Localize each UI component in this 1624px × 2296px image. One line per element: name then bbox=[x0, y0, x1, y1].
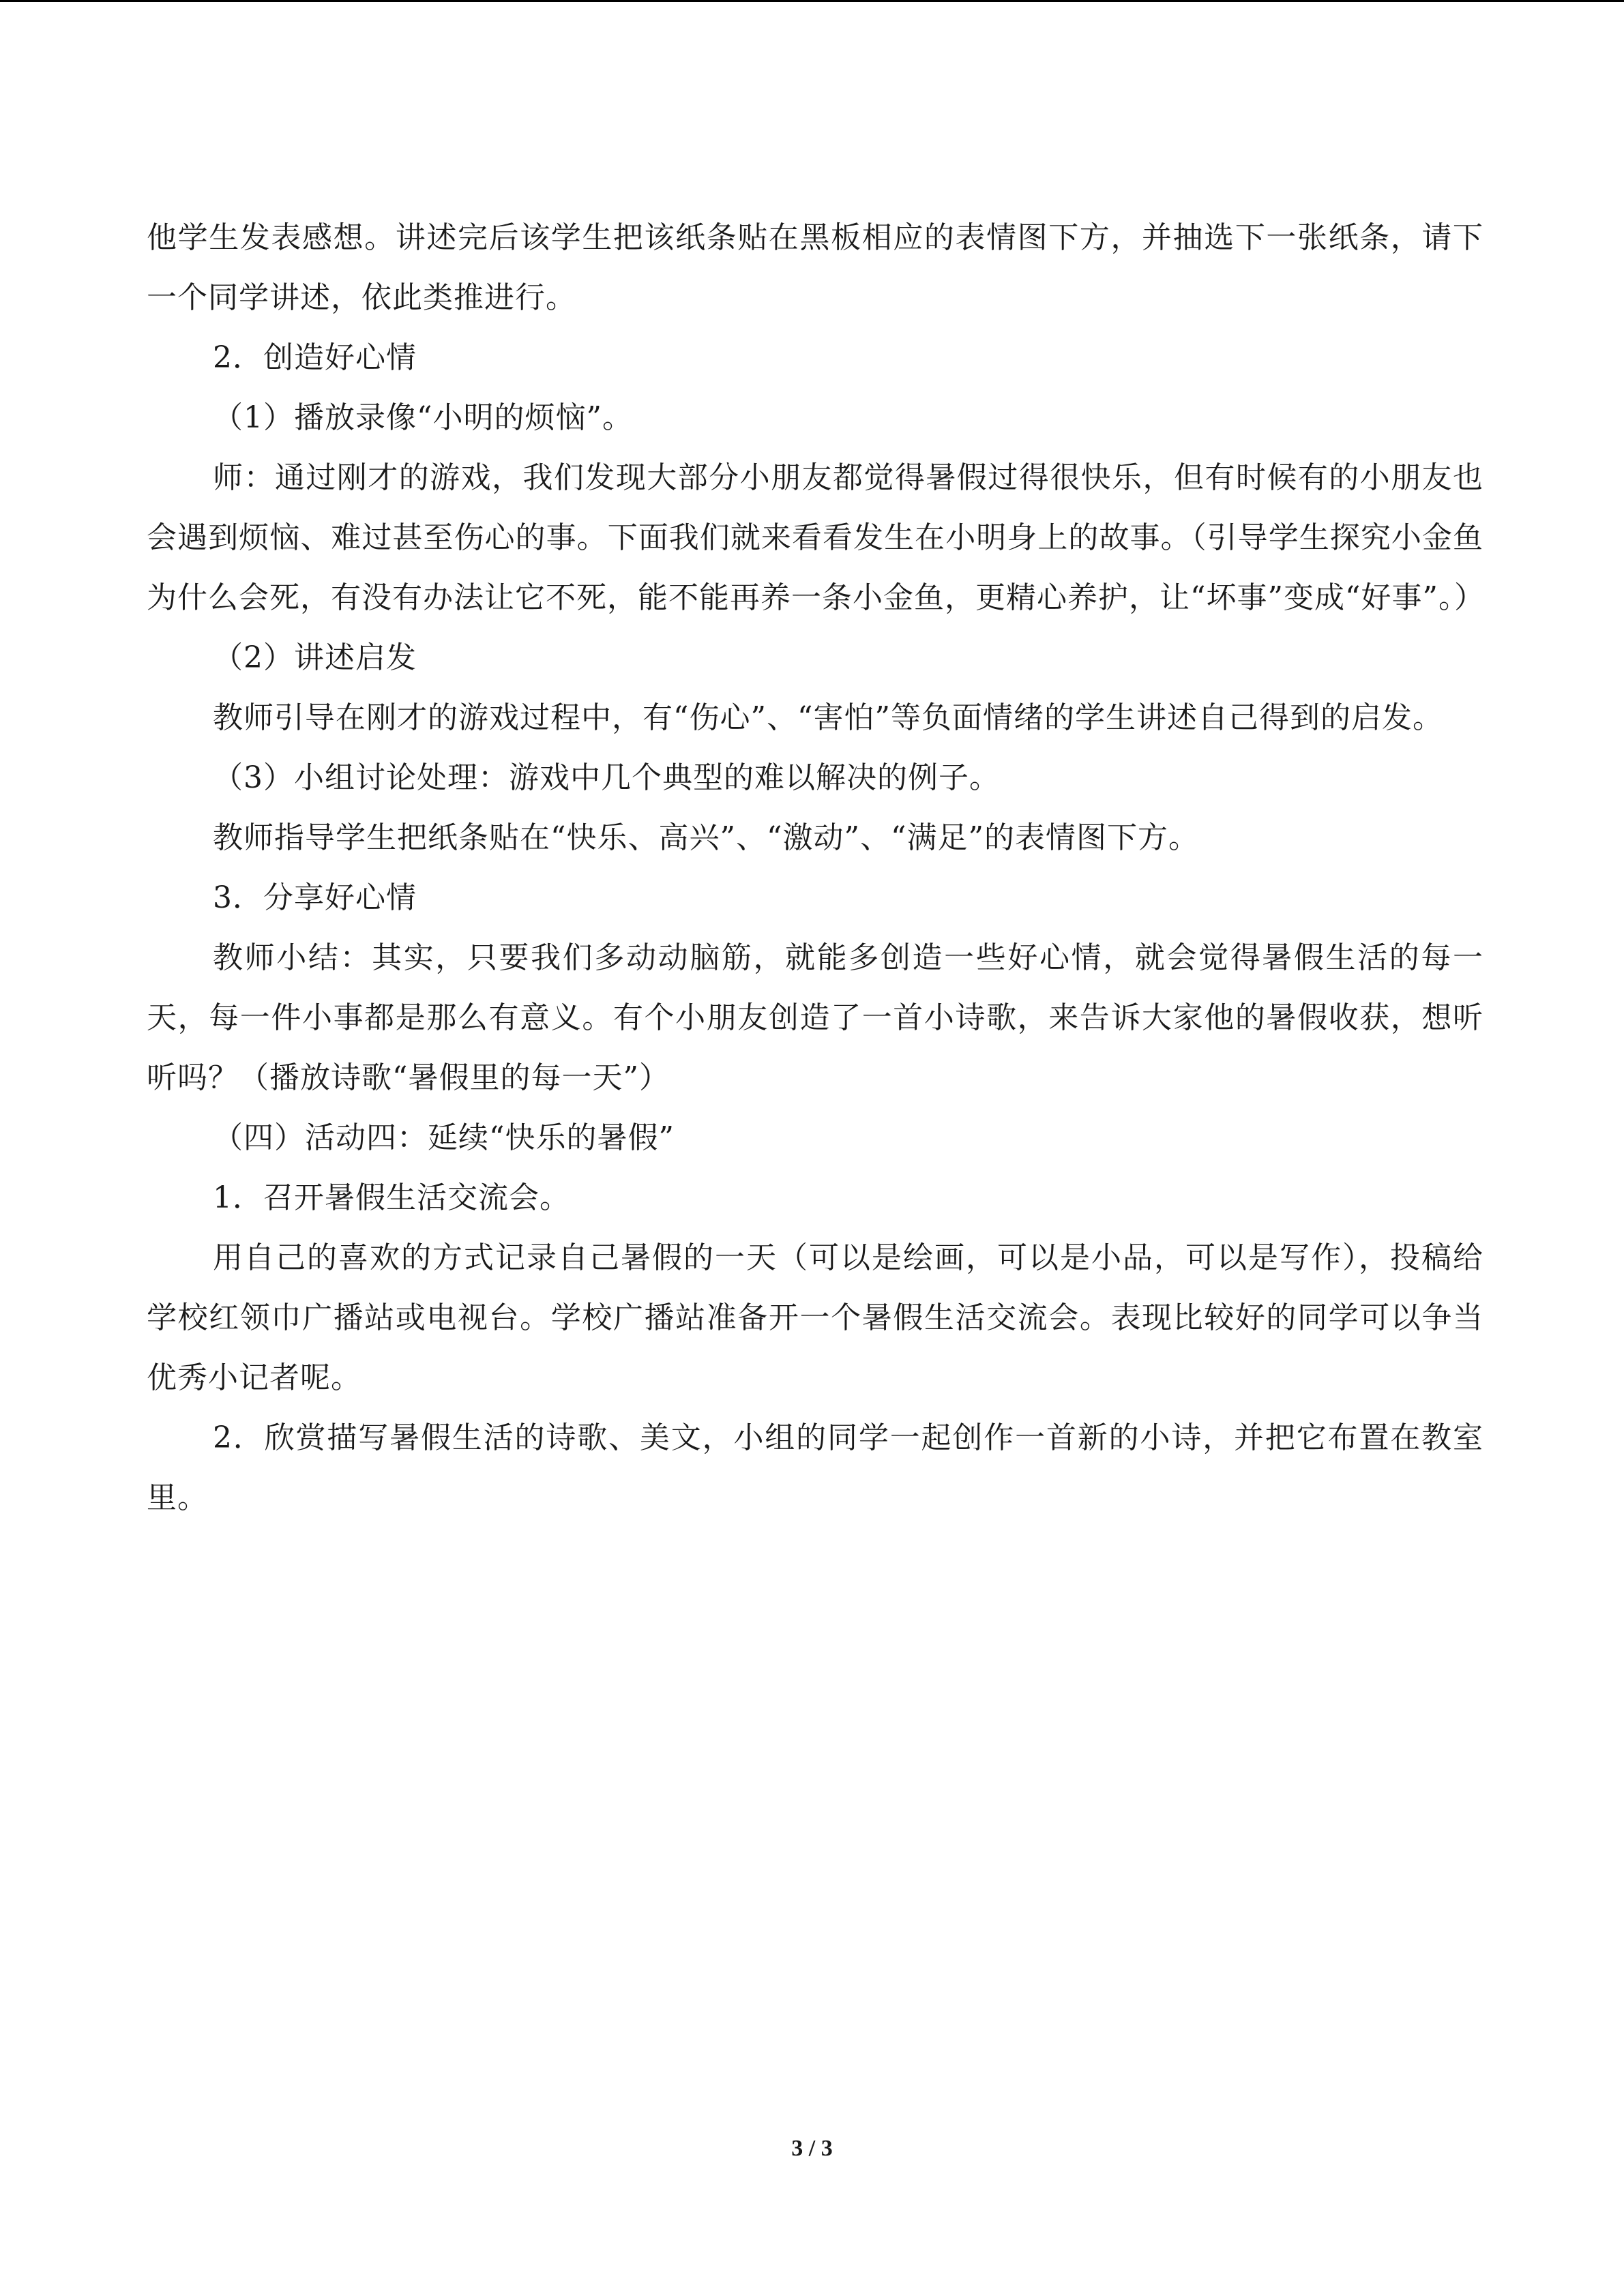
subsection-heading: （3）小组讨论处理：游戏中几个典型的难以解决的例子。 bbox=[213, 760, 1000, 795]
page-number: 3 / 3 bbox=[791, 2136, 833, 2161]
paragraph: 他学生发表感想。讲述完后该学生把该纸条贴在黑板相应的表情图下方，并抽选下一张纸条，请下一个同学讲述，依此类推进行。 bbox=[147, 220, 1483, 315]
list-item: 1．召开暑假生活交流会。 bbox=[213, 1180, 570, 1215]
subsection-heading: （1）播放录像“小明的烦恼”。 bbox=[213, 400, 633, 435]
section-heading: （四）活动四：延续“快乐的暑假” bbox=[213, 1120, 675, 1155]
list-item: 2．欣赏描写暑假生活的诗歌、美文，小组的同学一起创作一首新的小诗，并把它布置在教室里。 bbox=[147, 1420, 1483, 1515]
document-body bbox=[147, 208, 1483, 1528]
subsection-heading: （2）讲述启发 bbox=[213, 640, 417, 675]
page-top-border bbox=[0, 0, 1624, 2]
paragraph: 教师指导学生把纸条贴在“快乐、高兴”、“激动”、“满足”的表情图下方。 bbox=[213, 820, 1199, 855]
paragraph: 教师引导在刚才的游戏过程中，有“伤心”、“害怕”等负面情绪的学生讲述自己得到的启发。 bbox=[213, 700, 1443, 735]
section-heading: 2．创造好心情 bbox=[213, 340, 417, 375]
section-heading: 3．分享好心情 bbox=[213, 880, 417, 915]
paragraph: 师：通过刚才的游戏，我们发现大部分小朋友都觉得暑假过得很快乐，但有时候有的小朋友也会遇到烦恼、难过甚至伤心的事。下面我们就来看看发生在小明身上的故事。（引导学生探究小金鱼为什么会死，有没有办法让它不死，能不能再养一条小金鱼，更精心养护，让“坏事”变成“好事”。） bbox=[147, 460, 1485, 615]
paragraph: 教师小结：其实，只要我们多动动脑筋，就能多创造一些好心情，就会觉得暑假生活的每一天，每一件小事都是那么有意义。有个小朋友创造了一首小诗歌，来告诉大家他的暑假收获，想听听吗？（播放诗歌“暑假里的每一天”） bbox=[147, 940, 1483, 1095]
paragraph: 用自己的喜欢的方式记录自己暑假的一天（可以是绘画，可以是小品，可以是写作），投稿给学校红领巾广播站或电视台。学校广播站准备开一个暑假生活交流会。表现比较好的同学可以争当优秀小记者呢。 bbox=[147, 1240, 1483, 1395]
